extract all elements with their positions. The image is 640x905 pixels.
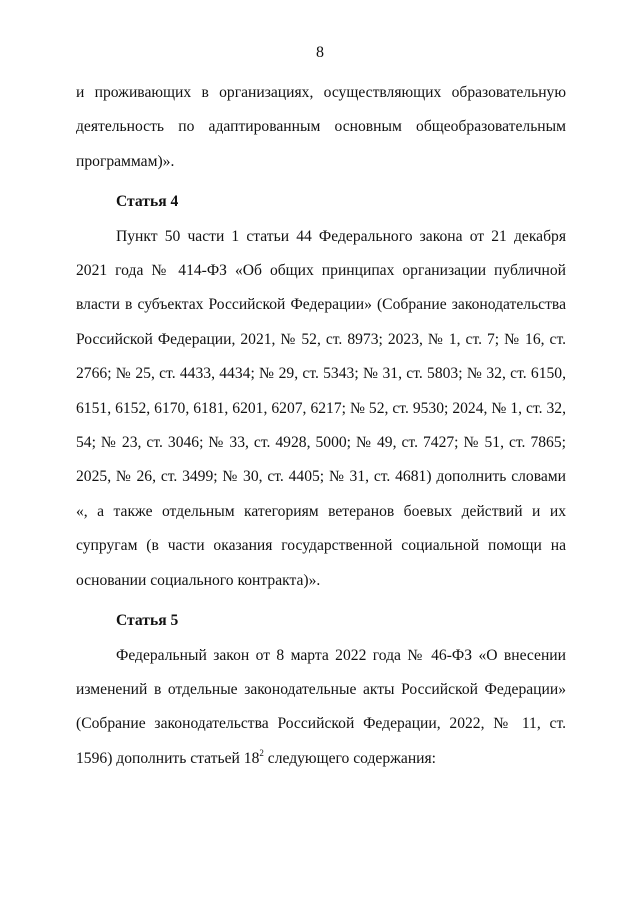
- article-4-heading: Статья 4: [116, 193, 179, 211]
- article-5-paragraph: [76, 639, 566, 777]
- continuation-paragraph: и проживающих в организациях, осуществляющих образовательную деятельность по адаптированным основным общеобразовательным программам)».: [76, 84, 566, 170]
- article-4-paragraph: Пункт 50 части 1 статьи 44 Федерального закона от 21 декабря 2021 года № 414-ФЗ «Об общих принципах организации публичной власти в субъектах Российской Федерации» (Собрание законодательства Российской Федерации, 2021, № 52, ст. 8973; 2023, № 1, ст. 7; № 16, ст. 2766; № 25, ст. 4433, 4434; № 29, ст. 5343; № 31, ст. 5803; № 32, ст. 6150, 6151, 6152, 6170, 6181, 6201, 6207, 6217; № 52, ст. 9530; 2024, № 1, ст. 32, 54; № 23, ст. 3046; № 33, ст. 4928, 5000; № 49, ст. 7427; № 51, ст. 7865; 2025, № 26, ст. 3499; № 30, ст. 4405; № 31, ст. 4681) дополнить словами «, а также отдельным категориям ветеранов боевых действий и их супругам (в части оказания государственной социальной помощи на основании социального контракта)».: [76, 227, 566, 589]
- article-5-heading: Статья 5: [116, 612, 179, 630]
- article-5-text-before: Федеральный закон от 8 марта 2022 года № 46-ФЗ «О внесении изменений в отдельные законодательные акты Российской Федерации» (Собрание законодательства Российской Федерации, 2022, № 11, ст. 1596) дополнить статьей 18: [76, 646, 566, 767]
- document-body: [76, 76, 566, 776]
- page-number: 8: [316, 44, 324, 61]
- article-5-text-after: следующего содержания:: [263, 749, 437, 767]
- article-number-superscript: 2: [259, 747, 264, 758]
